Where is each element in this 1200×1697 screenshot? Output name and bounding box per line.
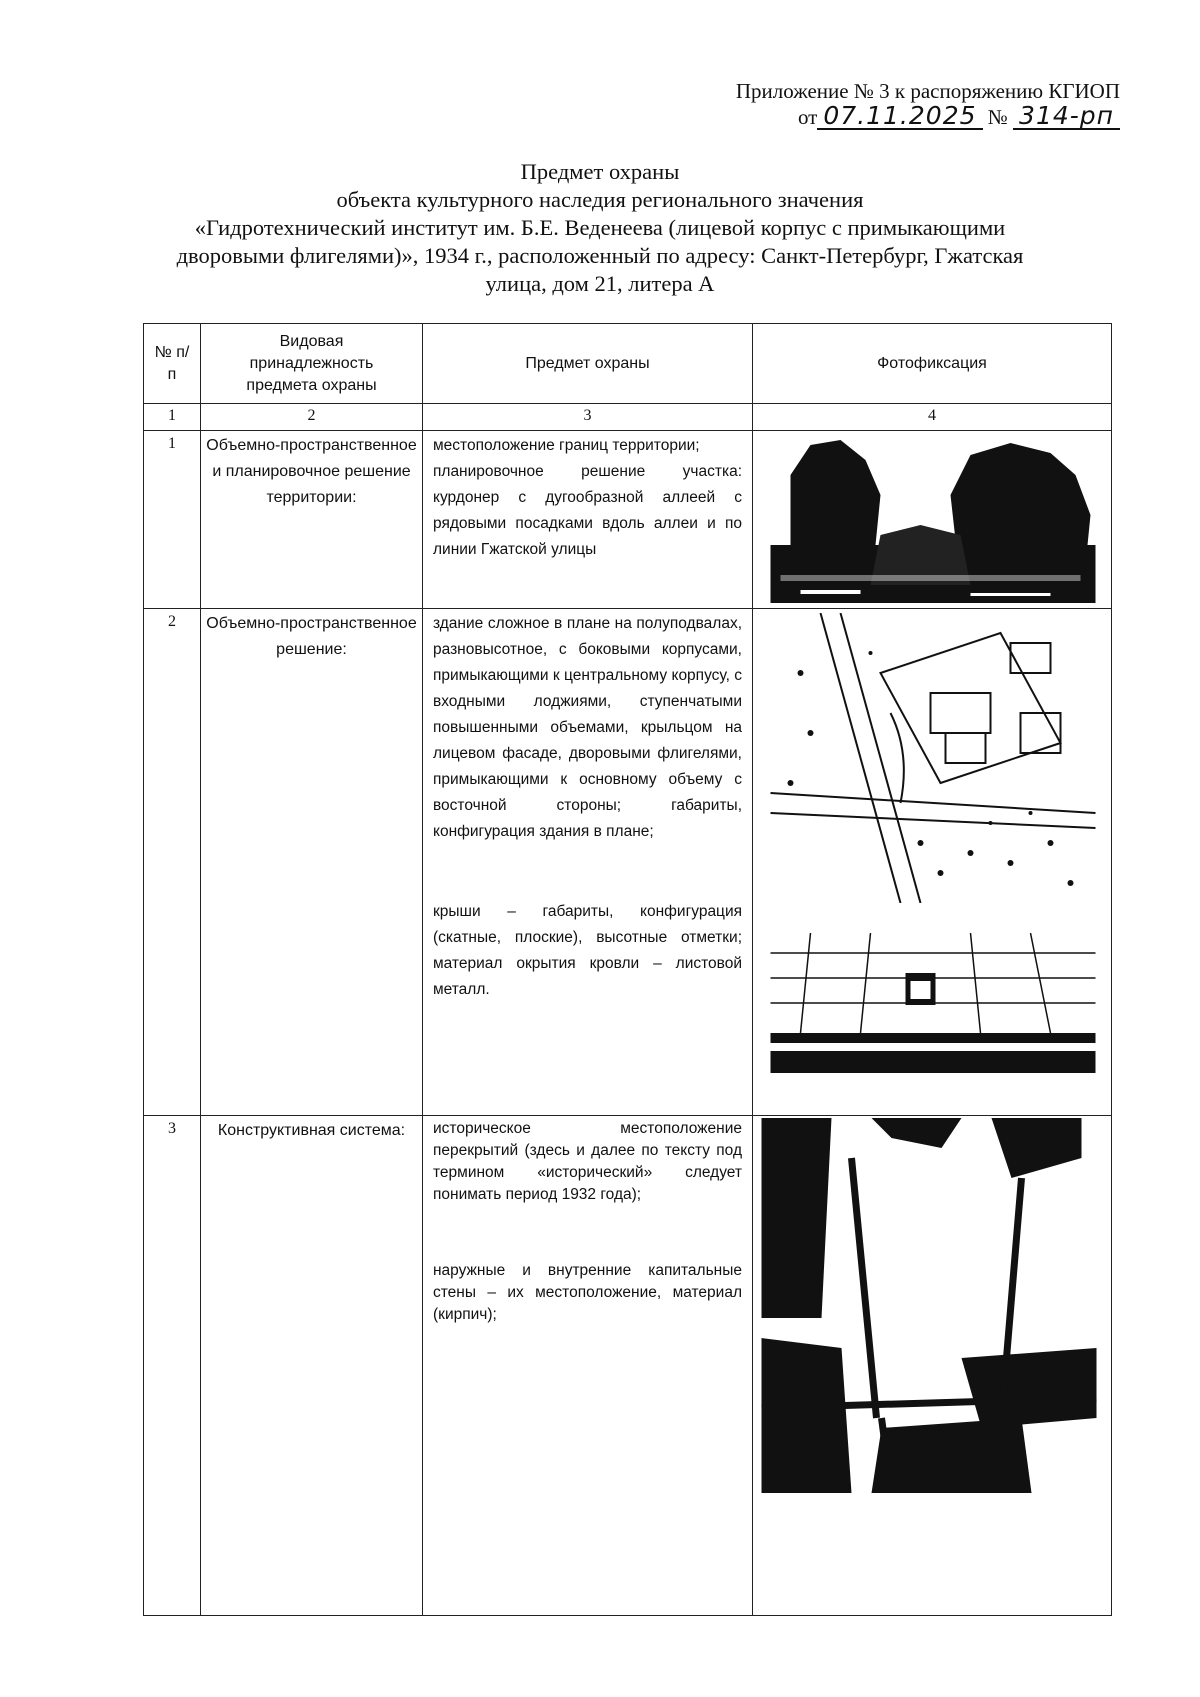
col-number: 1 [144,404,201,431]
table-row [144,609,1112,1116]
row-photo-cell [753,609,1112,1116]
row-number: 2 [144,609,201,1116]
description-paragraph: планировочное решение участка: курдонер с дугообразной аллеей с рядовыми посадками вдоль аллеи и по линии Гжатской улицы [433,463,742,558]
header-type: Видовая принадлежность предмета охраны [201,324,423,404]
site-plan-map [769,613,1097,903]
row-number: 3 [144,1116,201,1616]
row-type: Конструктивная система: [201,1116,423,1616]
number-prefix: № [987,105,1008,129]
description-paragraph: историческое местоположение перекрытий (здесь и далее по тексту под термином «исторический» следует понимать период 1932 года); [433,1120,742,1203]
handwritten-date: 07.11.2025 [817,104,982,130]
appendix-line: Приложение № 3 к распоряжению КГИОП [735,79,1120,103]
row-type: Объемно-пространственное решение: [201,609,423,1116]
col-number: 2 [201,404,423,431]
title-line-1: Предмет охраны [520,159,680,184]
handwritten-number: 314-рп [1013,104,1120,130]
description-paragraph: местоположение границ территории; [433,437,700,454]
table-row [144,431,1112,609]
header-num: № п/п [144,324,201,404]
row-photo-cell [753,1116,1112,1616]
col-number: 3 [423,404,753,431]
description-paragraph: наружные и внутренние капитальные стены – их местоположение, материал (кирпич); [433,1262,742,1323]
title-line-2: объекта культурного наследия регионального значения [336,187,864,212]
protection-table [143,323,1112,1616]
description-paragraph: здание сложное в плане на полуподвалах, разновысотное, с боковыми корпусами, примыкающими к центральному корпусу, с входными лоджиями, ступенчатыми повышенными объемами, крыльцом на лицевом фасаде, дворовыми флигелями, примыкающими к основному объему с восточной стороны; габариты, конфигурация здания в плане; [433,615,742,840]
row-description [423,431,753,609]
column-number-row [144,404,1112,431]
date-prefix: от [797,105,818,129]
row-number: 1 [144,431,201,609]
ceiling-structure-photo [761,1118,1097,1493]
table-row [144,1116,1112,1616]
title-line-4: дворовыми флигелями)», 1934 г., расположенный по адресу: Санкт-Петербург, Гжатская [176,243,1024,268]
photo-trees [769,435,1097,603]
appendix-date-line [660,101,1120,130]
table-header-row [144,324,1112,404]
title-line-5: улица, дом 21, литера А [485,271,715,296]
row-description [423,1116,753,1616]
title-line-3: «Гидротехнический институт им. Б.Е. Веденеева (лицевой корпус с примыкающими [194,215,1006,240]
roof-photo [769,933,1097,1073]
header-photo: Фотофиксация [753,324,1112,404]
appendix-header [660,78,1120,130]
header-subject: Предмет охраны [423,324,753,404]
document-title [140,158,1060,298]
col-number: 4 [753,404,1112,431]
row-type: Объемно-пространственное и планировочное решение территории: [201,431,423,609]
description-paragraph: крыши – габариты, конфигурация (скатные, плоские), высотные отметки; материал окрытия кровли – листовой металл. [433,903,742,998]
row-description [423,609,753,1116]
row-photo-cell [753,431,1112,609]
